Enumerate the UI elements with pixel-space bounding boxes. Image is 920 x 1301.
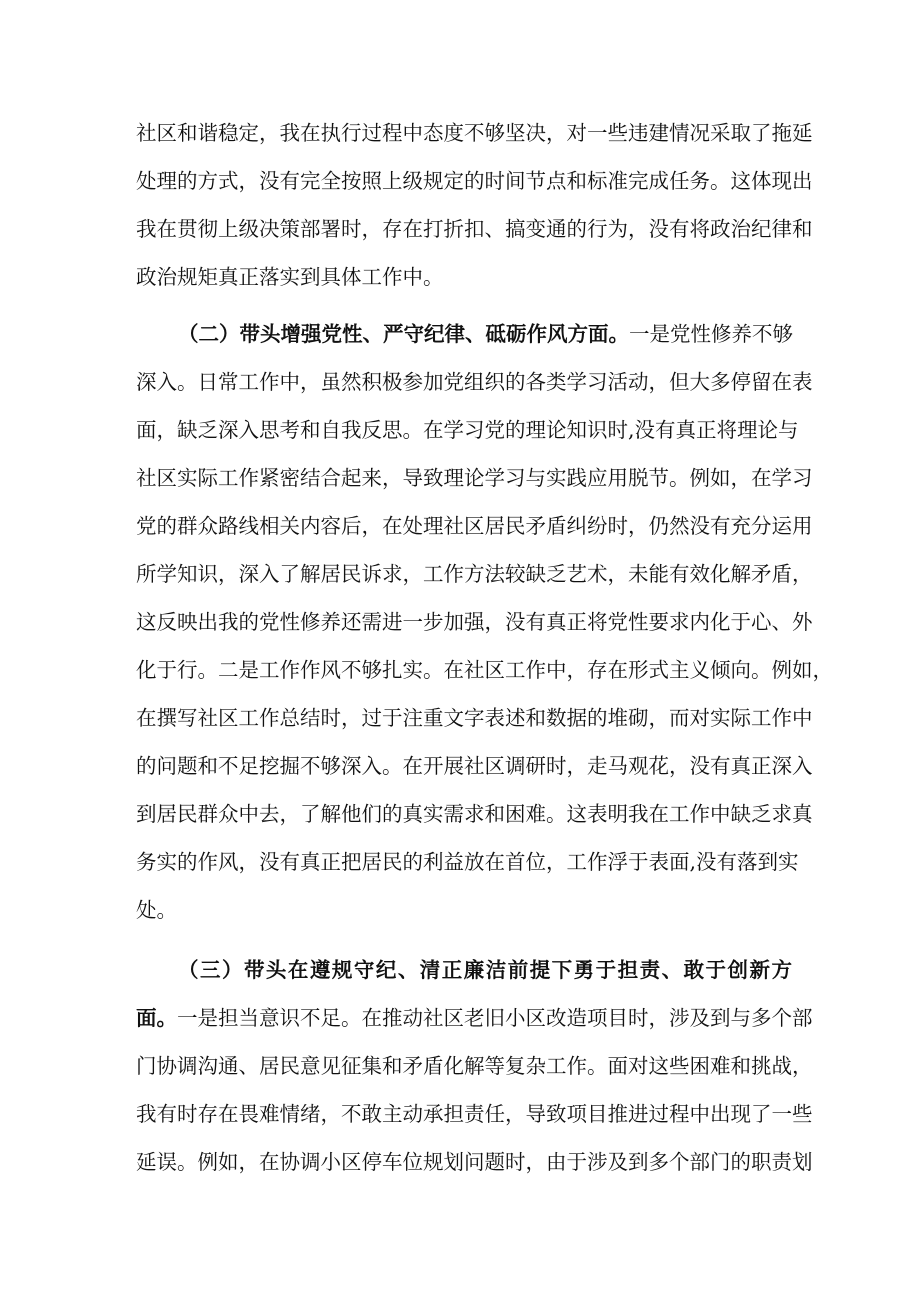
section-2-heading: （二）带头增强党性、严守纪律、砥砺作风方面。 bbox=[178, 322, 629, 346]
paragraph-line: 到居民群众中去，了解他们的真实需求和困难。这表明我在工作中缺乏求真 bbox=[136, 802, 813, 826]
paragraph-line: 我有时存在畏难情绪，不敢主动承担责任，导致项目推进过程中出现了一些 bbox=[136, 1102, 813, 1126]
paragraph-line: 处理的方式，没有完全按照上级规定的时间节点和标准完成任务。这体现出 bbox=[136, 169, 813, 193]
paragraph-line: 政治规矩真正落实到具体工作中。 bbox=[136, 265, 444, 289]
paragraph-line: 的问题和不足挖掘不够深入。在开展社区调研时，走马观花，没有真正深入 bbox=[136, 754, 813, 778]
paragraph-line: 面，缺乏深入思考和自我反思。在学习党的理论知识时,没有真正将理论与 bbox=[136, 418, 799, 442]
paragraph-line: 延误。例如，在协调小区停车位规划问题时，由于涉及到多个部门的职责划 bbox=[136, 1150, 813, 1174]
paragraph-line: 党的群众路线相关内容后，在处理社区居民矛盾纠纷时，仍然没有充分运用 bbox=[136, 514, 813, 538]
paragraph-line: 门协调沟通、居民意见征集和矛盾化解等复杂工作。面对这些困难和挑战， bbox=[136, 1054, 813, 1078]
paragraph-line: 深入。日常工作中，虽然积极参加党组织的各类学习活动，但大多停留在表 bbox=[136, 370, 813, 394]
paragraph-line: 社区和谐稳定，我在执行过程中态度不够坚决，对一些违建情况采取了拖延 bbox=[136, 121, 813, 145]
section-3-second-line bbox=[136, 1001, 813, 1035]
paragraph-line: 这反映出我的党性修养还需进一步加强，没有真正将党性要求内化于心、外 bbox=[136, 610, 813, 634]
paragraph-line: 社区实际工作紧密结合起来，导致理论学习与实践应用脱节。例如，在学习 bbox=[136, 466, 813, 490]
section-3-heading: （三）带头在遵规守纪、清正廉洁前提下勇于担责、敢于创新方 bbox=[178, 958, 792, 982]
section-3-second-text: 一是担当意识不足。在推动社区老旧小区改造项目时，涉及到与多个部 bbox=[177, 1006, 813, 1030]
paragraph-line: 我在贯彻上级决策部署时，存在打折扣、搞变通的行为，没有将政治纪律和 bbox=[136, 217, 813, 241]
paragraph-line: 化于行。二是工作作风不够扎实。在社区工作中，存在形式主义倾向。例如， bbox=[136, 658, 833, 682]
section-2-first-line bbox=[178, 317, 792, 351]
paragraph-line: 处。 bbox=[136, 898, 177, 922]
paragraph-line: 务实的作风，没有真正把居民的利益放在首位，工作浮于表面,没有落到实 bbox=[136, 850, 799, 874]
paragraph-line: 所学知识，深入了解居民诉求，工作方法较缺乏艺术，未能有效化解矛盾， bbox=[136, 562, 813, 586]
section-2-first-text: 一是党性修养不够 bbox=[629, 322, 793, 346]
section-3-heading-end: 面。 bbox=[136, 1006, 177, 1030]
paragraph-line: 在撰写社区工作总结时，过于注重文字表述和数据的堆砌，而对实际工作中 bbox=[136, 706, 813, 730]
